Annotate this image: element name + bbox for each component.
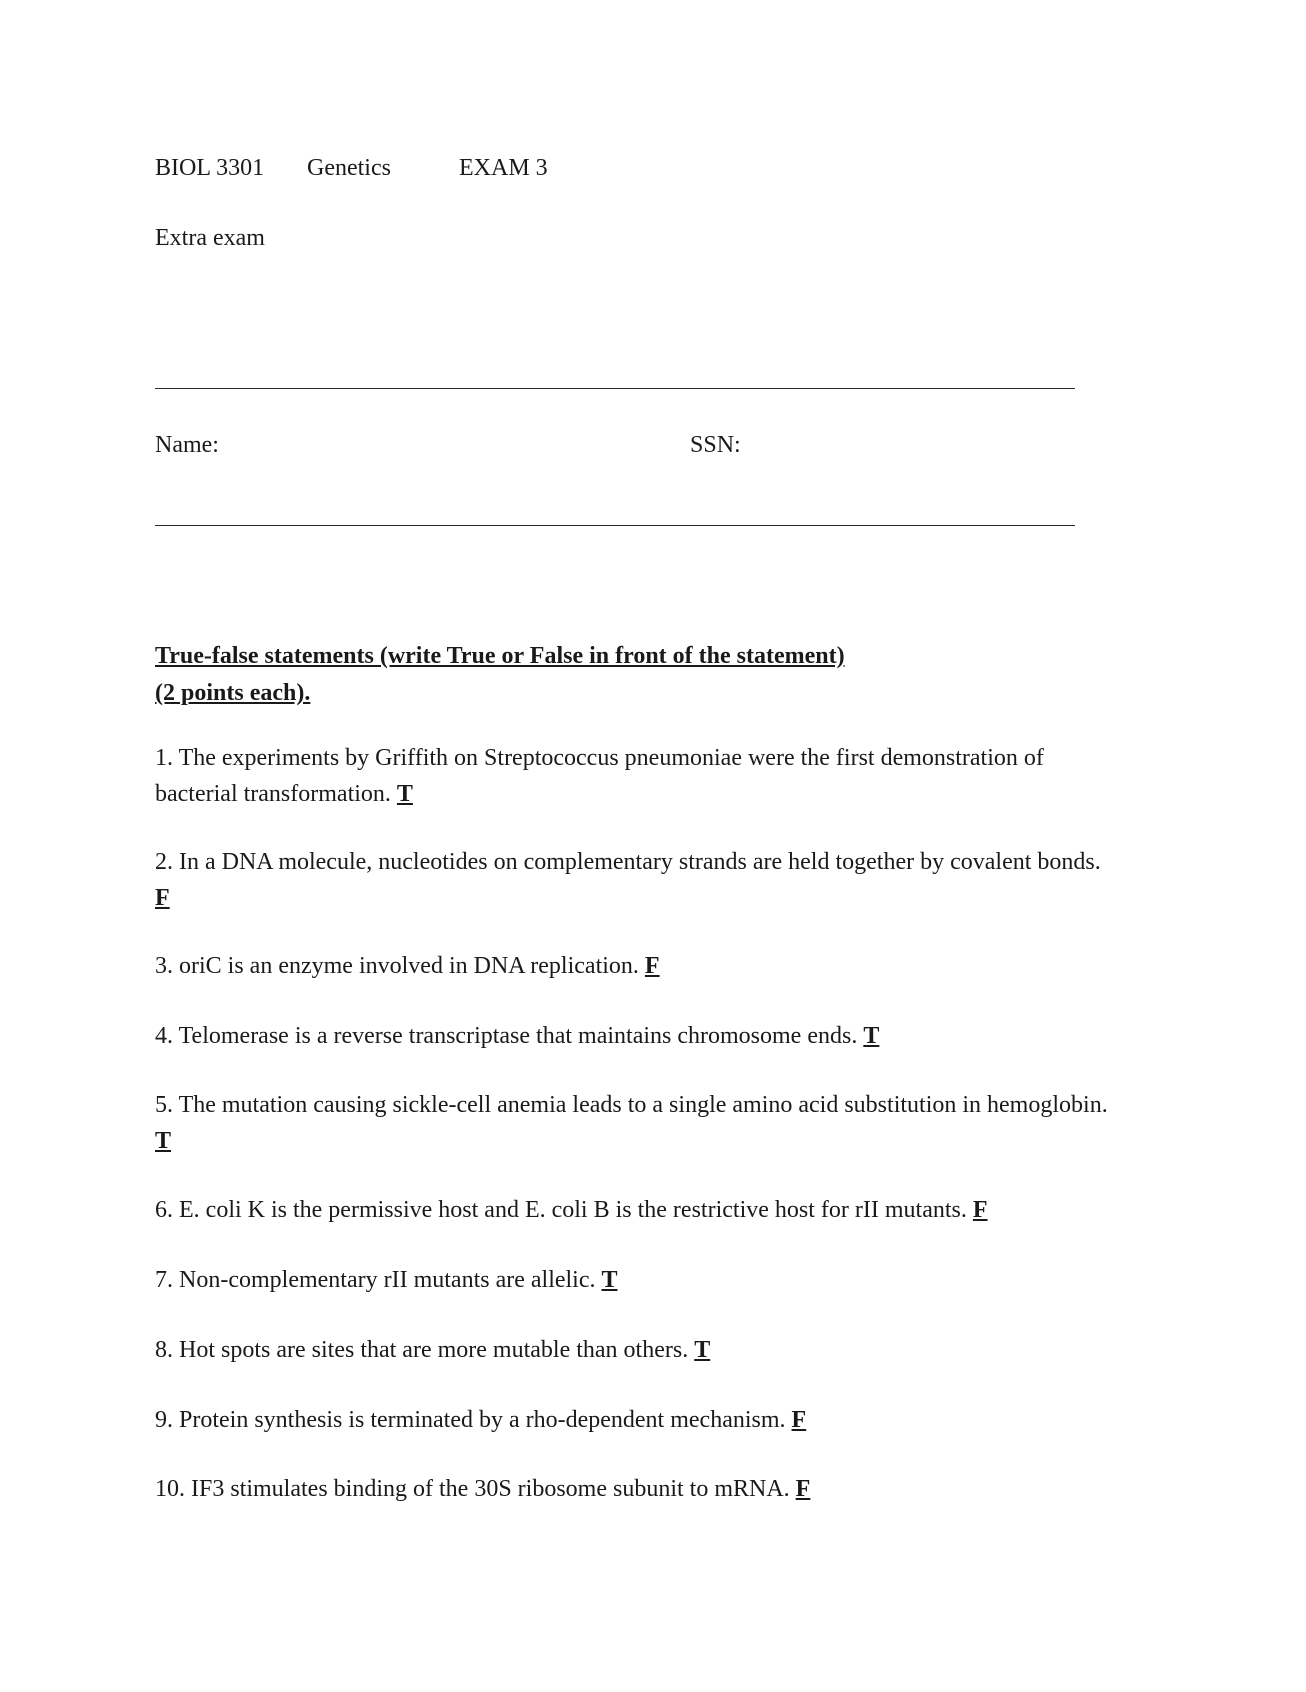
name-label: Name: (155, 432, 219, 458)
question-text: 9. Protein synthesis is terminated by a rho-dependent mechanism. (155, 1407, 786, 1433)
question-item (155, 1471, 1120, 1507)
divider-bottom (155, 525, 1075, 526)
answer-mark: T (863, 1023, 880, 1049)
question-item (155, 1332, 1120, 1368)
divider-top (155, 388, 1075, 389)
question-text: 4. Telomerase is a reverse transcriptase that maintains chromosome ends. (155, 1023, 858, 1049)
section-heading-line2: (2 points each). (155, 680, 311, 706)
course-subject: Genetics (307, 155, 391, 181)
answer-mark: F (795, 1476, 811, 1502)
question-text: 10. IF3 stimulates binding of the 30S ribosome subunit to mRNA. (155, 1476, 790, 1502)
answer-mark: T (694, 1337, 711, 1363)
question-text: 1. The experiments by Griffith on Streptococcus pneumoniae were the first demonstration of bacterial transformation. (155, 745, 1044, 807)
answer-mark: F (644, 953, 660, 979)
answer-mark: F (155, 885, 170, 911)
question-item (155, 1192, 1120, 1228)
answer-mark: T (396, 781, 413, 807)
question-text: 7. Non-complementary rII mutants are allelic. (155, 1267, 596, 1293)
question-text: 6. E. coli K is the permissive host and E. coli B is the restrictive host for rII mutants. (155, 1197, 967, 1223)
question-item (155, 1018, 1120, 1054)
answer-mark: F (791, 1407, 807, 1433)
ssn-label: SSN: (690, 432, 741, 458)
question-text: 8. Hot spots are sites that are more mutable than others. (155, 1337, 689, 1363)
question-text: 3. oriC is an enzyme involved in DNA replication. (155, 953, 639, 979)
question-item (155, 844, 1120, 916)
answer-mark: T (155, 1128, 172, 1154)
question-item (155, 1087, 1120, 1159)
answer-mark: T (601, 1267, 618, 1293)
question-text: 5. The mutation causing sickle-cell anemia leads to a single amino acid substitution in hemoglobin. (155, 1092, 1108, 1118)
exam-subtitle: Extra exam (155, 225, 265, 251)
exam-title: EXAM 3 (459, 155, 548, 181)
course-code: BIOL 3301 (155, 155, 265, 181)
question-text: 2. In a DNA molecule, nucleotides on complementary strands are held together by covalent bonds. (155, 849, 1101, 875)
question-item (155, 1402, 1120, 1438)
section-heading-line1: True-false statements (write True or False in front of the statement) (155, 643, 845, 669)
section-heading (155, 638, 1135, 712)
question-item (155, 948, 1120, 984)
question-item (155, 1262, 1120, 1298)
question-item (155, 740, 1120, 812)
answer-mark: F (972, 1197, 988, 1223)
